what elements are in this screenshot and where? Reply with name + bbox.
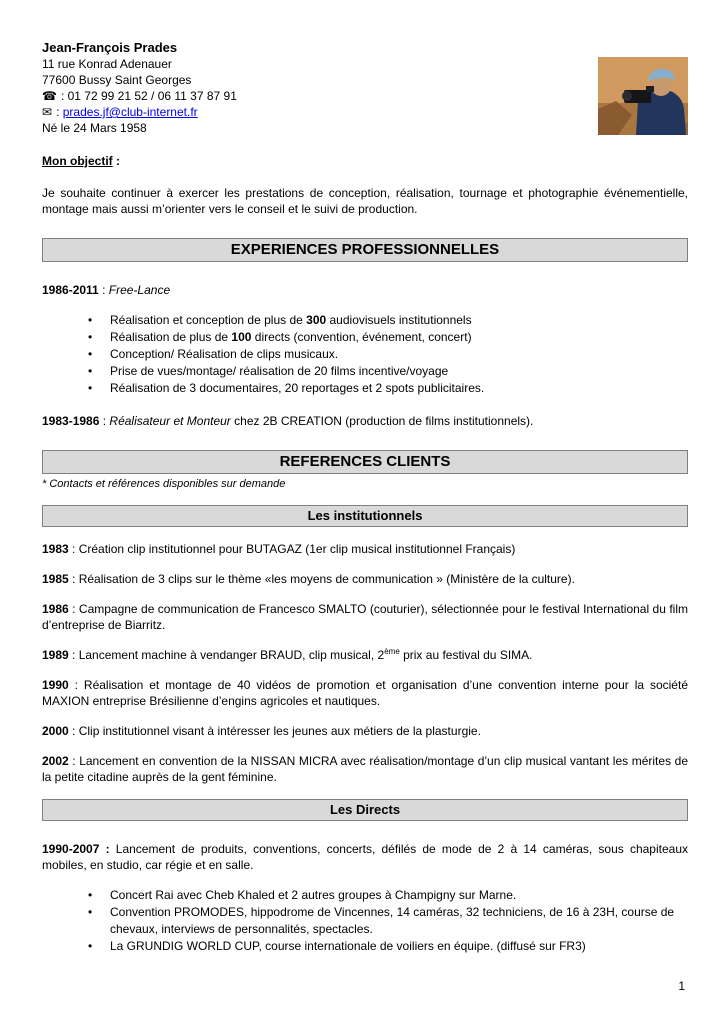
entry-text: : Campagne de communication de Francesco SMALTO (couturier), sélectionnée pour le festival International du film d’entreprise de Biarritz. bbox=[42, 602, 688, 632]
freelance-line bbox=[42, 282, 688, 298]
bullet-item bbox=[88, 887, 688, 904]
reference-entry bbox=[42, 753, 688, 785]
bullet-item bbox=[88, 346, 688, 363]
objective-heading: Mon objectif bbox=[42, 154, 113, 168]
reference-entry: 1989 : Lancement machine à vendanger BRAUD, clip musical, 2ème prix au festival du SIMA. bbox=[42, 647, 533, 662]
entry-text: : Réalisation et montage de 40 vidéos de promotion et organisation d’une convention interne pour la société MAXION entreprise Brésilienne d’engins agricoles et nautiques. bbox=[42, 678, 688, 708]
phone-numbers: : 01 72 99 21 52 / 06 11 37 87 91 bbox=[60, 89, 237, 103]
reference-entry bbox=[42, 571, 688, 587]
entry-text: : Réalisation de 3 clips sur le thème «les moyens de communication » (Ministère de la culture). bbox=[68, 572, 575, 586]
bullet-text: • Réalisation de 3 documentaires, 20 reportages et 2 spots publicitaires. bbox=[110, 381, 485, 395]
reference-entry bbox=[42, 601, 688, 633]
directs-intro bbox=[42, 841, 688, 873]
freelance-separator: : bbox=[98, 283, 109, 297]
phone-icon: ☎ bbox=[42, 89, 57, 103]
entry-year: 1989 bbox=[42, 648, 69, 662]
phone-line bbox=[42, 88, 237, 104]
experience-bullet-list bbox=[42, 312, 688, 397]
bullet-text: • Conception/ Réalisation de clips musicaux. bbox=[110, 347, 339, 361]
subsection-header-directs: Les Directs bbox=[42, 799, 688, 821]
page-number: 1 bbox=[678, 979, 685, 993]
subsection-header-institutionnels: Les institutionnels bbox=[42, 505, 688, 527]
directs-period: 1990-2007 : bbox=[42, 842, 110, 856]
email-line bbox=[42, 104, 237, 120]
bullet-item bbox=[88, 329, 688, 346]
objective-colon: : bbox=[112, 154, 121, 168]
early-career-line bbox=[42, 413, 688, 429]
early-career-period: 1983-1986 bbox=[42, 414, 100, 428]
bullet-text: • La GRUNDIG WORLD CUP, course internationale de voiliers en équipe. (diffusé sur FR3) bbox=[110, 939, 586, 953]
bullet-text: • Réalisation de plus de 100 directs (convention, événement, concert) bbox=[110, 330, 472, 344]
email-link[interactable]: prades.jf@club-internet.fr bbox=[62, 105, 198, 119]
references-note: * Contacts et références disponibles sur demande bbox=[42, 478, 286, 490]
bullet-text: • Convention PROMODES, hippodrome de Vincennes, 14 caméras, 32 techniciens, de 16 à 23H, course de chevaux, interviews de personnalités, spectacles. bbox=[110, 905, 675, 936]
reference-entry bbox=[42, 677, 688, 709]
entry-text: : Création clip institutionnel pour BUTAGAZ (1er clip musical institutionnel Français) bbox=[68, 542, 516, 556]
email-icon: ✉ bbox=[42, 105, 53, 119]
reference-entry bbox=[42, 723, 688, 739]
entry-year: 1990 bbox=[42, 678, 69, 692]
entry-text: : Lancement en convention de la NISSAN MICRA avec réalisation/montage d’un clip musical vantant les mérites de la petite citadine auprès de la gent féminine. bbox=[42, 754, 688, 784]
entry-year: 2002 bbox=[42, 754, 69, 768]
early-career-rest: chez 2B CREATION (production de films institutionnels). bbox=[230, 414, 534, 428]
freelance-role: Free-Lance bbox=[108, 283, 171, 297]
bullet-item bbox=[88, 312, 688, 329]
email-separator: : bbox=[56, 105, 60, 119]
bullet-text: • Concert Rai avec Cheb Khaled et 2 autres groupes à Champigny sur Marne. bbox=[110, 888, 517, 902]
objective-heading-line bbox=[42, 153, 688, 169]
bullet-item bbox=[88, 380, 688, 397]
section-header-references: REFERENCES CLIENTS bbox=[42, 450, 688, 474]
entry-year: 1986 bbox=[42, 602, 69, 616]
entry-year: 1983 bbox=[42, 542, 69, 556]
contact-block bbox=[42, 40, 237, 136]
bullet-item bbox=[88, 904, 688, 938]
bullet-text: • Réalisation et conception de plus de 300 audiovisuels institutionnels bbox=[110, 313, 472, 327]
section-header-experiences: EXPERIENCES PROFESSIONNELLES bbox=[42, 238, 688, 262]
address-line-2: 77600 Bussy Saint Georges bbox=[42, 73, 192, 87]
early-career-separator: : bbox=[99, 414, 110, 428]
address-line-1: 11 rue Konrad Adenauer bbox=[42, 57, 172, 71]
freelance-period: 1986-2011 bbox=[42, 283, 99, 297]
birthdate: Né le 24 Mars 1958 bbox=[42, 121, 147, 135]
directs-intro-text: Lancement de produits, conventions, concerts, défilés de mode de 2 à 14 caméras, sous chapiteaux mobiles, en studio, car régie et en salle. bbox=[42, 842, 689, 872]
bullet-text: • Prise de vues/montage/ réalisation de 20 films incentive/voyage bbox=[110, 364, 449, 378]
bullet-item bbox=[88, 938, 688, 955]
header bbox=[42, 40, 688, 136]
entry-year: 1985 bbox=[42, 572, 69, 586]
profile-photo bbox=[598, 57, 688, 135]
bullet-item bbox=[88, 363, 688, 380]
entry-text: : Clip institutionnel visant à intéresser les jeunes aux métiers de la plasturgie. bbox=[68, 724, 481, 738]
early-career-role: Réalisateur et Monteur bbox=[109, 414, 231, 428]
entry-year: 2000 bbox=[42, 724, 69, 738]
contact-name: Jean-François Prades bbox=[42, 40, 178, 55]
objective-text: Je souhaite continuer à exercer les prestations de conception, réalisation, tournage et photographie événementielle, montage mais aussi m’orienter vers le conseil et le suivi de production. bbox=[42, 186, 688, 216]
entry-text: : Lancement machine à vendanger BRAUD, clip musical, 2 bbox=[68, 648, 385, 662]
reference-entry bbox=[42, 541, 688, 557]
directs-bullet-list bbox=[42, 887, 688, 955]
profile-photo-graphic bbox=[598, 57, 688, 135]
